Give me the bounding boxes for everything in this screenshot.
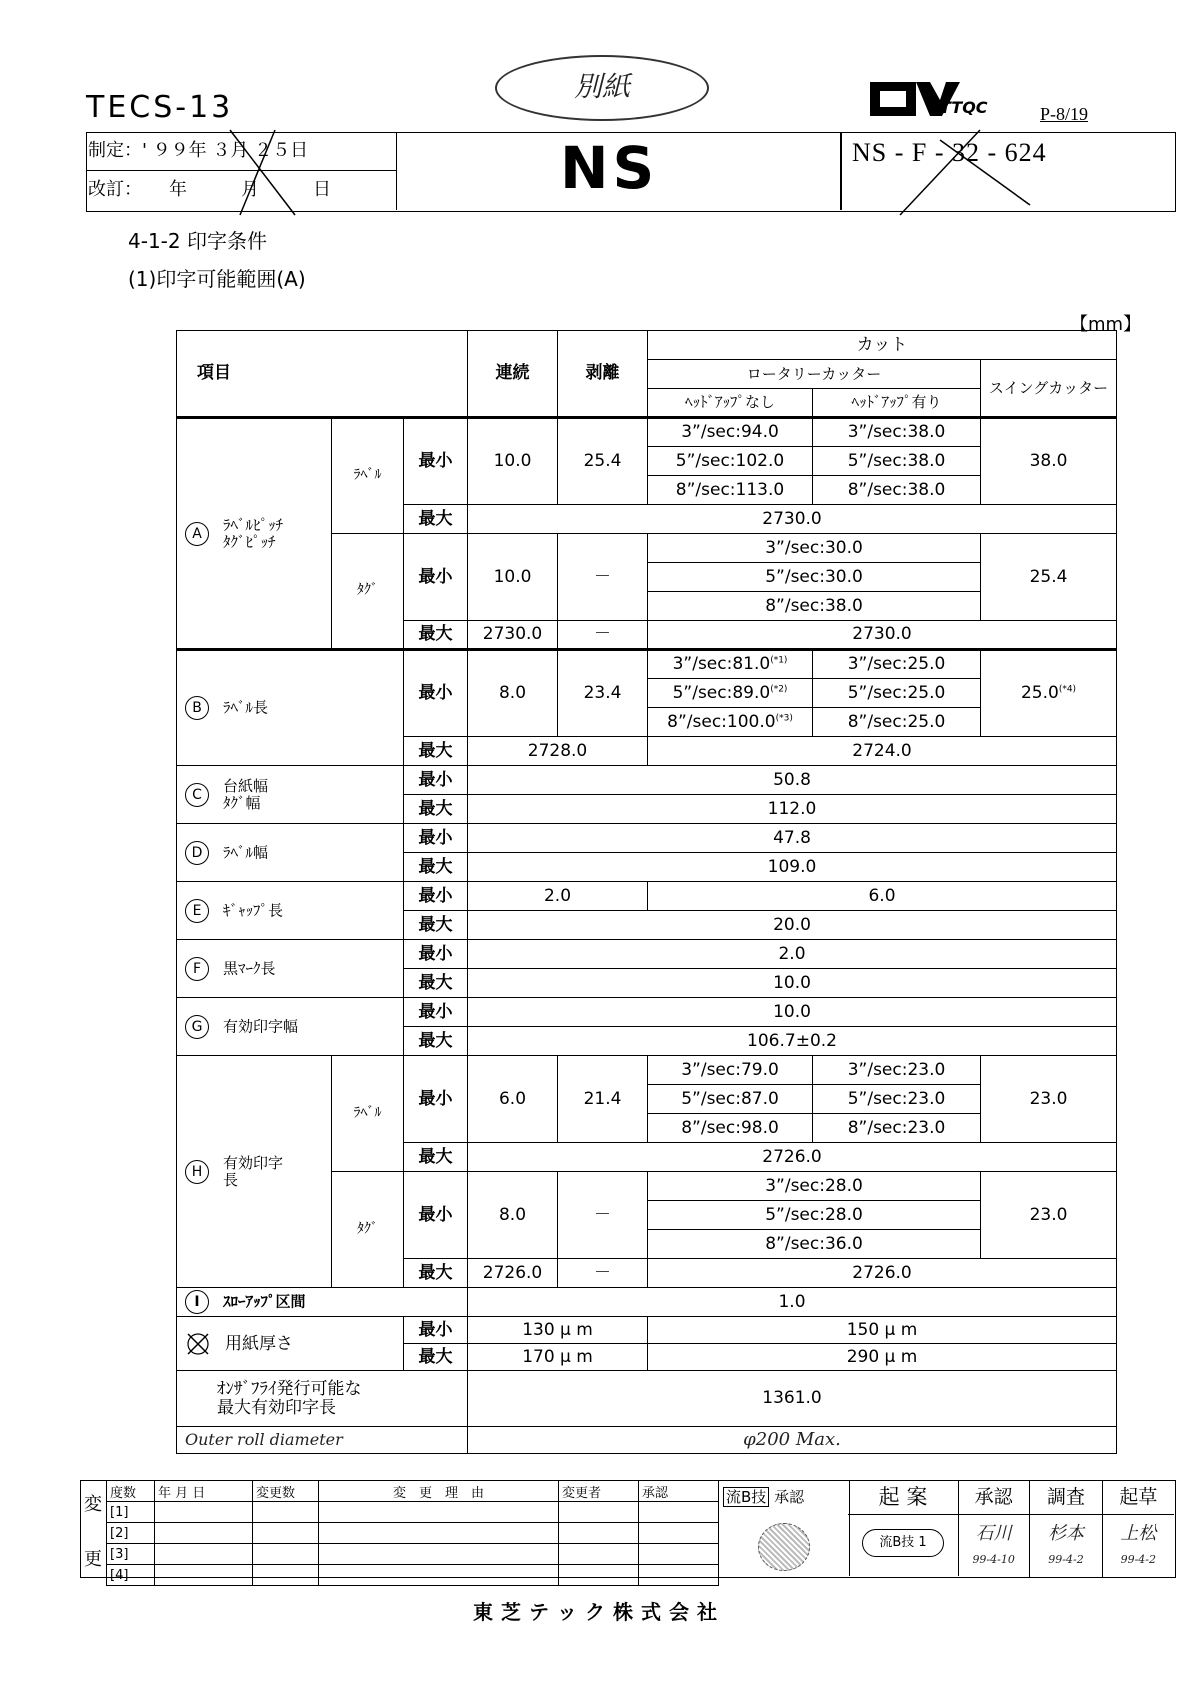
a-label-rot-none-1: 5”/sec:102.0 [648,447,813,476]
d-max: 109.0 [468,853,1117,882]
row-a-label: ﾗﾍﾞﾙ [332,418,404,534]
rev-col-reason: 変 更 理 由 [319,1481,559,1502]
j-min-right: 150 μ m [648,1317,1117,1344]
f-max: 10.0 [468,969,1117,998]
section-letter-h: H [185,1160,209,1184]
l-value: φ200 Max. [468,1427,1117,1454]
head-headup-yes: ﾍｯﾄﾞｱｯﾌﾟ有り [813,389,981,418]
company-footer: 東芝テック株式会社 [473,1600,725,1624]
section-letter-e: E [185,899,209,923]
revision-side-top: 変 [84,1494,102,1515]
section-letter-i: I [185,1290,209,1314]
head-cut: カット [648,331,1117,360]
row-c-max: 最大 [404,795,468,824]
section-letter-b: B [185,696,209,720]
a-tag-swing: 25.4 [981,534,1117,621]
section-letter-d: D [185,841,209,865]
a-tag-min-cont: 10.0 [468,534,558,621]
row-h-tag-min: 最小 [404,1172,468,1259]
row-f-name: F 黒ﾏｰｸ長 [177,940,404,998]
center-mark: NS [560,134,659,202]
h-tag-min-peel: － [558,1172,648,1259]
signature-area [958,1480,1174,1576]
k-value: 1361.0 [468,1371,1117,1427]
dept-box: 流B技 [723,1487,769,1507]
head-peel: 剥離 [558,331,648,418]
row-h-label: ﾗﾍﾞﾙ [332,1056,404,1172]
e-min-left: 2.0 [468,882,648,911]
a-tag-rot-2: 8”/sec:38.0 [648,592,981,621]
section-subtitle: (1)印字可能範囲(A) [128,267,306,291]
established-date: 制定：' ９９年 ３月 ２５日 [86,132,396,171]
row-h-tag-max: 最大 [404,1259,468,1288]
a-tag-min-peel: － [558,534,648,621]
row-e-max: 最大 [404,911,468,940]
handwritten-annotation: 別紙 [495,55,709,121]
sign-col-draft: 起草 [1119,1486,1158,1508]
h-label-min-peel: 21.4 [558,1056,648,1143]
signature-1: 石川 99-4-10 [958,1515,1030,1577]
row-c-name: C 台紙幅 ﾀｸﾞ幅 [177,766,404,824]
row-j-name: 用紙厚さ [177,1317,404,1371]
b-rot-yes-2: 8”/sec:25.0 [813,708,981,737]
h-label-rot-none-0: 3”/sec:79.0 [648,1056,813,1085]
row-e-name: E ｷﾞｬｯﾌﾟ長 [177,882,404,940]
row-e-min: 最小 [404,882,468,911]
a-tag-max-cut: 2730.0 [648,621,1117,650]
row-d-name: D ﾗﾍﾞﾙ幅 [177,824,404,882]
row-a-label-max: 最大 [404,505,468,534]
e-max: 20.0 [468,911,1117,940]
rev-col-date: 年 月 日 [155,1481,253,1502]
sign-col-approve: 承認 [958,1480,1030,1514]
rev-row-4: [4] [107,1565,155,1586]
signature-2: 杉本 99-4-2 [1030,1515,1102,1577]
row-a-label-min: 最小 [404,418,468,505]
b-rot-none-1: $5”/\sec:89.0^{(*2)}$ [648,679,813,708]
b-rot-none-2: $8”/\sec:100.0^{(*3)}$ [648,708,813,737]
section-letter-c: C [185,783,209,807]
head-headup-none: ﾍｯﾄﾞｱｯﾌﾟなし [648,389,813,418]
g-min: 10.0 [468,998,1117,1027]
sign-col-check: 調査 [1030,1480,1102,1514]
a-label-max: 2730.0 [468,505,1117,534]
rev-row-3: [3] [107,1544,155,1565]
rev-col-approve: 承認 [639,1481,719,1502]
h-label-swing: 23.0 [981,1056,1117,1143]
a-label-min-peel: 25.4 [558,418,648,505]
revision-table [106,1480,719,1586]
h-tag-swing: 23.0 [981,1172,1117,1259]
row-i-name: I ｽﾛｰｱｯﾌﾟ区間 [177,1288,468,1317]
i-value: 1.0 [468,1288,1117,1317]
logo-text: TTQC [940,98,988,117]
e-min-right: 6.0 [648,882,1117,911]
row-k-name: ｵﾝｻﾞﾌﾗｲ発行可能な 最大有効印字長 [177,1371,468,1427]
j-max-left: 170 μ m [468,1344,648,1371]
b-swing: $25.0^{(*4)}$ [981,650,1117,737]
signature-3: 上松 99-4-2 [1120,1523,1157,1566]
row-a-tag-max: 最大 [404,621,468,650]
h-tag-rot-1: 5”/sec:28.0 [648,1201,981,1230]
section-letter-a: A [185,522,209,546]
row-g-name: G 有効印字幅 [177,998,404,1056]
head-item: 項目 [177,331,468,418]
h-label-rot-none-2: 8”/sec:98.0 [648,1114,813,1143]
j-max-right: 290 μ m [648,1344,1117,1371]
section-letter-g: G [185,1015,209,1039]
row-a-tag-min: 最小 [404,534,468,621]
spec-table [176,330,1117,1454]
h-label-rot-none-1: 5”/sec:87.0 [648,1085,813,1114]
row-j-max: 最大 [404,1344,468,1371]
b-max-left: 2728.0 [468,737,648,766]
row-d-min: 最小 [404,824,468,853]
a-label-rot-yes-1: 5”/sec:38.0 [813,447,981,476]
row-f-min: 最小 [404,940,468,969]
rev-col-changes: 変更数 [253,1481,319,1502]
a-label-swing: 38.0 [981,418,1117,505]
a-tag-max-peel: － [558,621,648,650]
rev-row-1: [1] [107,1502,155,1523]
row-b-max: 最大 [404,737,468,766]
h-label-rot-yes-0: 3”/sec:23.0 [813,1056,981,1085]
row-a-name: A ﾗﾍﾞﾙﾋﾟｯﾁ ﾀｸﾞﾋﾟｯﾁ [177,418,332,650]
draft-cell [848,1480,959,1576]
section-title: 4-1-2 印字条件 [128,229,267,253]
page-number: P-8/19 [1040,104,1089,124]
h-label-rot-yes-2: 8”/sec:23.0 [813,1114,981,1143]
h-tag-max-cut: 2726.0 [648,1259,1117,1288]
b-rot-yes-0: 3”/sec:25.0 [813,650,981,679]
rev-row-2: [2] [107,1523,155,1544]
b-min-cont: 8.0 [468,650,558,737]
h-tag-max-cont: 2726.0 [468,1259,558,1288]
unit-label: 【mm】 [1070,314,1142,335]
row-g-max: 最大 [404,1027,468,1056]
b-rot-none-0: $3”/\sec:81.0^{(*1)}$ [648,650,813,679]
b-rot-yes-1: 5”/sec:25.0 [813,679,981,708]
row-c-min: 最小 [404,766,468,795]
h-label-max: 2726.0 [468,1143,1117,1172]
h-tag-rot-0: 3”/sec:28.0 [648,1172,981,1201]
head-rotary: ロータリーカッター [648,360,981,389]
row-l-name: Outer roll diameter [177,1427,468,1454]
h-tag-min-cont: 8.0 [468,1172,558,1259]
row-h-label-min: 最小 [404,1056,468,1143]
row-h-name: H 有効印字 長 [177,1056,332,1288]
revision-side-bottom: 更 [84,1549,102,1570]
draft-label: 起 案 [848,1480,958,1515]
h-label-min-cont: 6.0 [468,1056,558,1143]
row-j-min: 最小 [404,1317,468,1344]
crossed-letter-icon [185,1331,211,1357]
a-tag-max-cont: 2730.0 [468,621,558,650]
a-tag-rot-1: 5”/sec:30.0 [648,563,981,592]
a-tag-rot-0: 3”/sec:30.0 [648,534,981,563]
doc-code: TECS-13 [86,90,234,125]
h-tag-rot-2: 8”/sec:36.0 [648,1230,981,1259]
strike-marks [180,120,1080,230]
g-max: 106.7±0.2 [468,1027,1117,1056]
head-continuous: 連続 [468,331,558,418]
head-swing: スイングカッター [981,360,1117,418]
a-label-rot-none-2: 8”/sec:113.0 [648,476,813,505]
rev-col-changer: 変更者 [559,1481,639,1502]
h-label-rot-yes-1: 5”/sec:23.0 [813,1085,981,1114]
j-min-left: 130 μ m [468,1317,648,1344]
draft-dept-stamp: 流B技 1 [862,1529,944,1557]
row-h-tag: ﾀｸﾞ [332,1172,404,1288]
dept-approve-label: 承認 [774,1488,805,1506]
row-f-max: 最大 [404,969,468,998]
row-h-label-max: 最大 [404,1143,468,1172]
doc-number: NS - F - 32 - 624 [852,138,1047,167]
a-label-rot-yes-0: 3”/sec:38.0 [813,418,981,447]
section-letter-f: F [185,957,209,981]
revised-date: 改訂： 年 月 日 [88,179,331,200]
f-min: 2.0 [468,940,1117,969]
row-a-tag: ﾀｸﾞ [332,534,404,650]
row-g-min: 最小 [404,998,468,1027]
dept-approval-cell [718,1480,850,1576]
row-d-max: 最大 [404,853,468,882]
a-label-rot-yes-2: 8”/sec:38.0 [813,476,981,505]
a-label-min-cont: 10.0 [468,418,558,505]
approval-stamp [758,1523,810,1571]
c-min: 50.8 [468,766,1117,795]
a-label-rot-none-0: 3”/sec:94.0 [648,418,813,447]
b-min-peel: 23.4 [558,650,648,737]
row-b-name: B ﾗﾍﾞﾙ長 [177,650,404,766]
h-tag-max-peel: － [558,1259,648,1288]
c-max: 112.0 [468,795,1117,824]
d-min: 47.8 [468,824,1117,853]
rev-col-count: 度数 [107,1481,155,1502]
row-b-min: 最小 [404,650,468,737]
b-max-right: 2724.0 [648,737,1117,766]
